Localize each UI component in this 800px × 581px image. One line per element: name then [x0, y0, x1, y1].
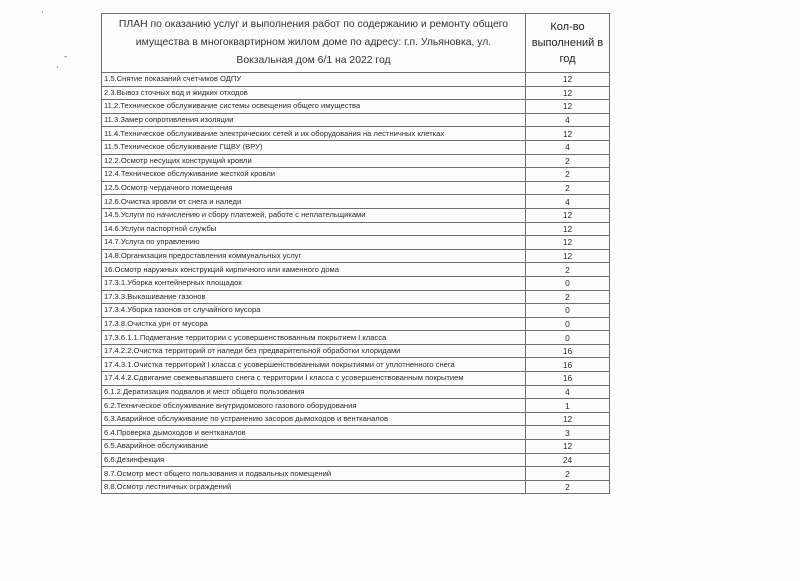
service-count: 4 [526, 113, 610, 127]
table-row [102, 304, 610, 318]
service-count: 2 [526, 181, 610, 195]
service-name: 17.3.8.Очистка урн от мусора [102, 317, 526, 331]
service-count: 2 [526, 168, 610, 182]
service-count: 12 [526, 222, 610, 236]
service-name: 8.8.Осмотр лестничных ограждений [102, 480, 526, 494]
service-name: 17.3.1.Уборка контейнерных площадок [102, 276, 526, 290]
service-name: 6.6.Дезинфекция [102, 453, 526, 467]
table-row [102, 140, 610, 154]
service-name: 14.6.Услуги паспортной службы [102, 222, 526, 236]
table-row [102, 208, 610, 222]
service-count: 12 [526, 86, 610, 100]
table-row [102, 358, 610, 372]
service-name: 8.7.Осмотр мест общего пользования и подвальных помещений [102, 467, 526, 481]
table-row [102, 372, 610, 386]
service-plan-table [101, 13, 610, 494]
table-row [102, 480, 610, 494]
service-count: 1 [526, 399, 610, 413]
table-row [102, 100, 610, 114]
service-count: 12 [526, 249, 610, 263]
table-row [102, 426, 610, 440]
service-count: 16 [526, 358, 610, 372]
table-row [102, 86, 610, 100]
service-count: 16 [526, 344, 610, 358]
service-count: 2 [526, 263, 610, 277]
service-count: 4 [526, 195, 610, 209]
service-count: 2 [526, 480, 610, 494]
table-row [102, 344, 610, 358]
service-name: 12.5.Осмотр чердачного помещения [102, 181, 526, 195]
service-count: 0 [526, 276, 610, 290]
scan-mark: · [41, 8, 44, 18]
table-row [102, 290, 610, 304]
service-name: 17.4.3.1.Очистка территорий I класса с усовершенствованными покрытиями от уплотненного снега [102, 358, 526, 372]
table-row [102, 263, 610, 277]
service-name: 6.5.Аварийное обслуживание [102, 440, 526, 454]
service-name: 11.5.Техническое обслуживание ГЩВУ (ВРУ) [102, 140, 526, 154]
table-row [102, 453, 610, 467]
table-row [102, 181, 610, 195]
service-name: 6.4.Проверка дымоходов и вентканалов [102, 426, 526, 440]
plan-title: ПЛАН по оказанию услуг и выполнения работ по содержанию и ремонту общего имущества в многоквартирном жилом доме по адресу: г.п. Ульяновка, ул. Вокзальная дом 6/1 на 2022 год [102, 14, 526, 73]
table-row [102, 154, 610, 168]
service-name: 11.3.Замер сопротивления изоляции [102, 113, 526, 127]
service-name: 1.5.Снятие показаний счетчиков ОДПУ [102, 73, 526, 87]
scan-mark: · [56, 63, 59, 73]
service-count: 12 [526, 412, 610, 426]
table-row [102, 399, 610, 413]
table-row [102, 276, 610, 290]
table-row [102, 317, 610, 331]
table-row [102, 113, 610, 127]
service-name: 14.8.Организация предоставления коммунальных услуг [102, 249, 526, 263]
service-name: 12.6.Очистка кровли от снега и наледи [102, 195, 526, 209]
table-row [102, 385, 610, 399]
service-count: 4 [526, 140, 610, 154]
service-name: 6.2.Техническое обслуживание внутридомового газового оборудования [102, 399, 526, 413]
service-count: 3 [526, 426, 610, 440]
table-row [102, 249, 610, 263]
service-count: 24 [526, 453, 610, 467]
table-row [102, 73, 610, 87]
service-name: 17.4.4.2.Сдвигание свежевыпавшего снега с территории I класса с усовершенствованным покрытием [102, 372, 526, 386]
service-name: 14.5.Услуги по начислению и сбору платежей, работе с неплательщиками [102, 208, 526, 222]
table-row [102, 127, 610, 141]
service-count: 12 [526, 236, 610, 250]
service-count: 12 [526, 127, 610, 141]
table-row [102, 331, 610, 345]
qty-column-header: Кол-во выполнений в год [526, 14, 610, 73]
service-count: 4 [526, 385, 610, 399]
service-count: 0 [526, 317, 610, 331]
table-row [102, 195, 610, 209]
service-name: 17.3.6.1.1.Подметание территории с усовершенствованным покрытием I класса [102, 331, 526, 345]
service-name: 16.Осмотр наружных конструкций кирпичного или каменного дома [102, 263, 526, 277]
service-count: 2 [526, 154, 610, 168]
service-name: 6.3.Аварийное обслуживание по устранению засоров дымоходов и вентканалов [102, 412, 526, 426]
service-count: 2 [526, 467, 610, 481]
service-count: 12 [526, 208, 610, 222]
service-name: 14.7.Услуга по управлению [102, 236, 526, 250]
service-name: 17.3.3.Выкашивание газонов [102, 290, 526, 304]
service-name: 11.2.Техническое обслуживание системы освещения общего имущества [102, 100, 526, 114]
service-name: 11.4.Техническое обслуживание электрических сетей и их оборудования на лестничных клетках [102, 127, 526, 141]
table-row [102, 236, 610, 250]
service-count: 0 [526, 331, 610, 345]
table-header-row [102, 14, 610, 73]
service-name: 17.4.2.2.Очистка территорий от наледи без предварительной обработки хлоридами [102, 344, 526, 358]
service-count: 16 [526, 372, 610, 386]
service-name: 6.1.2.Дератизация подвалов и мест общего пользования [102, 385, 526, 399]
service-name: 12.2.Осмотр несущих конструкций кровли [102, 154, 526, 168]
service-count: 12 [526, 440, 610, 454]
service-count: 2 [526, 290, 610, 304]
table-row [102, 168, 610, 182]
service-name: 2.3.Вывоз сточных вод и жидких отходов [102, 86, 526, 100]
service-name: 12.4.Техническое обслуживание жесткой кровли [102, 168, 526, 182]
table-row [102, 467, 610, 481]
scan-mark: - [64, 52, 68, 62]
service-name: 17.3.4.Уборка газонов от случайного мусора [102, 304, 526, 318]
service-count: 0 [526, 304, 610, 318]
table-row [102, 222, 610, 236]
table-row [102, 412, 610, 426]
service-count: 12 [526, 73, 610, 87]
service-count: 12 [526, 100, 610, 114]
table-row [102, 440, 610, 454]
